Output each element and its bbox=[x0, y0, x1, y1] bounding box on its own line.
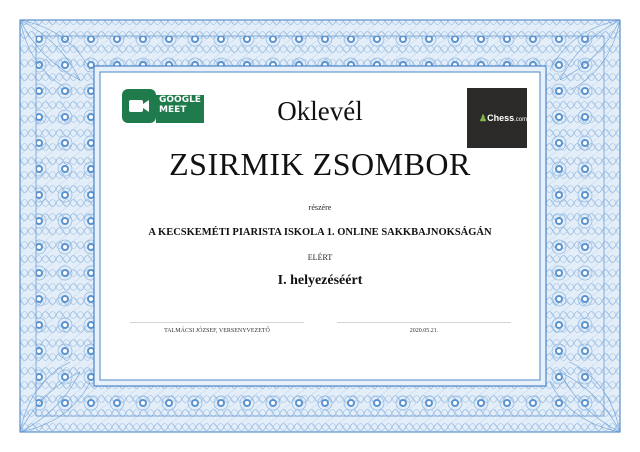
recipient-name: ZSIRMIK ZSOMBOR bbox=[169, 146, 471, 182]
event-name: A KECSKEMÉTI PIARISTA ISKOLA 1. ONLINE SAKKBAJNOKSÁGÁN bbox=[148, 227, 492, 238]
issue-date: 2020.05.21. bbox=[409, 328, 439, 334]
certificate-title: Oklevél bbox=[277, 96, 363, 126]
signature-line-left bbox=[130, 322, 304, 323]
placement-text: I. helyezéséért bbox=[277, 273, 363, 288]
for-word: részére bbox=[308, 203, 332, 212]
google-meet-line1: GOOGLE bbox=[159, 95, 201, 105]
google-meet-line2: MEET bbox=[159, 105, 187, 115]
signer-name: TALMÁCSI JÓZSEF, VERSENYVEZETŐ bbox=[164, 328, 270, 334]
signature-line-right bbox=[337, 322, 511, 323]
achieved-word: ELÉRT bbox=[307, 253, 333, 262]
chess-suffix: .com bbox=[514, 117, 528, 123]
chess-word: Chess bbox=[487, 113, 515, 123]
pawn-icon: ♟ bbox=[479, 113, 488, 123]
